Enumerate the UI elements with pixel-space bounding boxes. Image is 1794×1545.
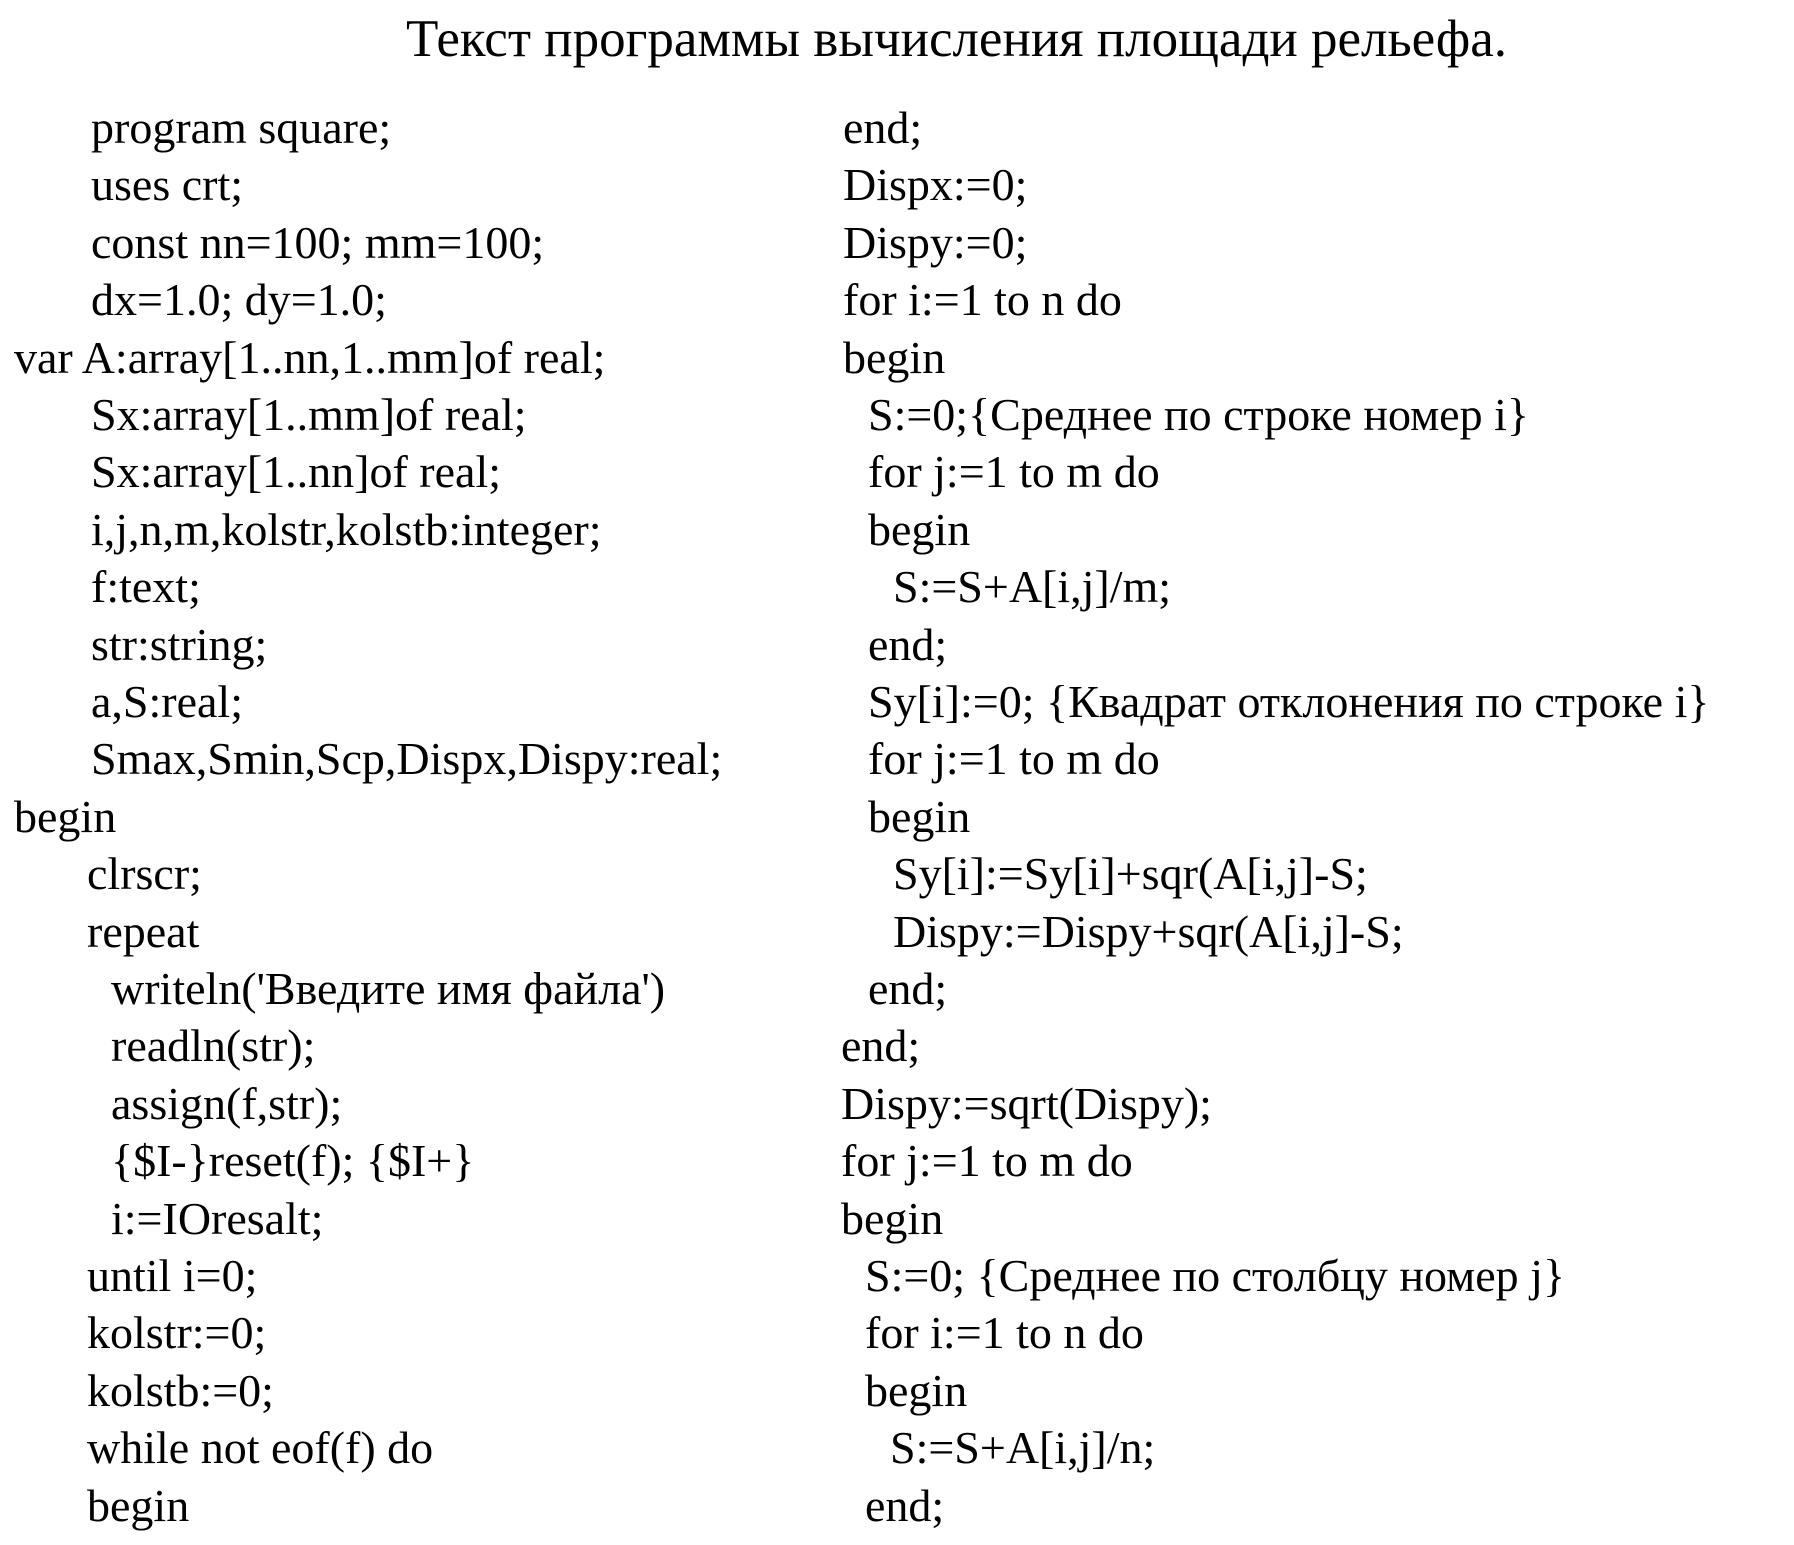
code-line: Smax,Smin,Scp,Dispx,Dispy:real; (91, 730, 722, 787)
code-line: {$I-}reset(f); {$I+} (111, 1132, 474, 1189)
code-line: Sy[i]:=Sy[i]+sqr(A[i,j]-S; (893, 845, 1368, 902)
code-line: Dispy:=Dispy+sqr(A[i,j]-S; (893, 903, 1404, 960)
code-line: begin (14, 788, 116, 845)
code-line: Sx:array[1..nn]of real; (91, 443, 501, 500)
code-line: for j:=1 to m do (841, 1132, 1133, 1189)
code-line: S:=S+A[i,j]/n; (890, 1419, 1155, 1476)
code-line: for j:=1 to m do (868, 730, 1160, 787)
code-line: i,j,n,m,kolstr,kolstb:integer; (91, 501, 602, 558)
code-line: writeln('Введите имя файла') (111, 960, 665, 1017)
code-line: str:string; (91, 616, 267, 673)
code-line: begin (868, 501, 970, 558)
code-line: begin (865, 1362, 967, 1419)
code-line: while not eof(f) do (87, 1419, 433, 1476)
code-line: S:=0;{Среднее по строке номер i} (868, 386, 1529, 443)
code-line: assign(f,str); (111, 1075, 342, 1132)
code-line: const nn=100; mm=100; (91, 214, 544, 271)
code-line: Dispy:=sqrt(Dispy); (841, 1075, 1212, 1132)
code-line: Dispy:=0; (843, 214, 1027, 271)
code-line: end; (868, 960, 947, 1017)
document-title: Текст программы вычисления площади рельефа. (406, 8, 1507, 70)
code-line: uses crt; (91, 156, 243, 213)
code-line: readln(str); (111, 1017, 315, 1074)
code-line: until i=0; (87, 1247, 257, 1304)
code-line: repeat (87, 903, 199, 960)
code-line: S:=S+A[i,j]/m; (893, 558, 1171, 615)
code-line: program square; (91, 99, 391, 156)
code-line: begin (843, 329, 945, 386)
code-line: clrscr; (87, 845, 202, 902)
code-line: end; (868, 616, 947, 673)
code-line: for j:=1 to m do (868, 443, 1160, 500)
code-line: begin (868, 788, 970, 845)
code-line: a,S:real; (91, 673, 243, 730)
code-line: begin (841, 1190, 943, 1247)
code-line: dx=1.0; dy=1.0; (91, 271, 387, 328)
code-line: i:=IOresalt; (111, 1190, 323, 1247)
code-line: f:text; (91, 558, 201, 615)
code-line: S:=0; {Среднее по столбцу номер j} (865, 1247, 1565, 1304)
code-line: for i:=1 to n do (865, 1304, 1144, 1361)
code-line: end; (843, 99, 922, 156)
code-line: Sy[i]:=0; {Квадрат отклонения по строке i} (868, 673, 1709, 730)
code-line: for i:=1 to n do (843, 271, 1122, 328)
code-line: var A:array[1..nn,1..mm]of real; (14, 329, 605, 386)
code-line: kolstb:=0; (87, 1362, 274, 1419)
code-line: Dispx:=0; (843, 156, 1027, 213)
code-line: begin (87, 1477, 189, 1534)
code-line: end; (841, 1017, 920, 1074)
code-line: Sx:array[1..mm]of real; (91, 386, 527, 443)
code-line: end; (865, 1477, 944, 1534)
code-line: kolstr:=0; (87, 1304, 266, 1361)
